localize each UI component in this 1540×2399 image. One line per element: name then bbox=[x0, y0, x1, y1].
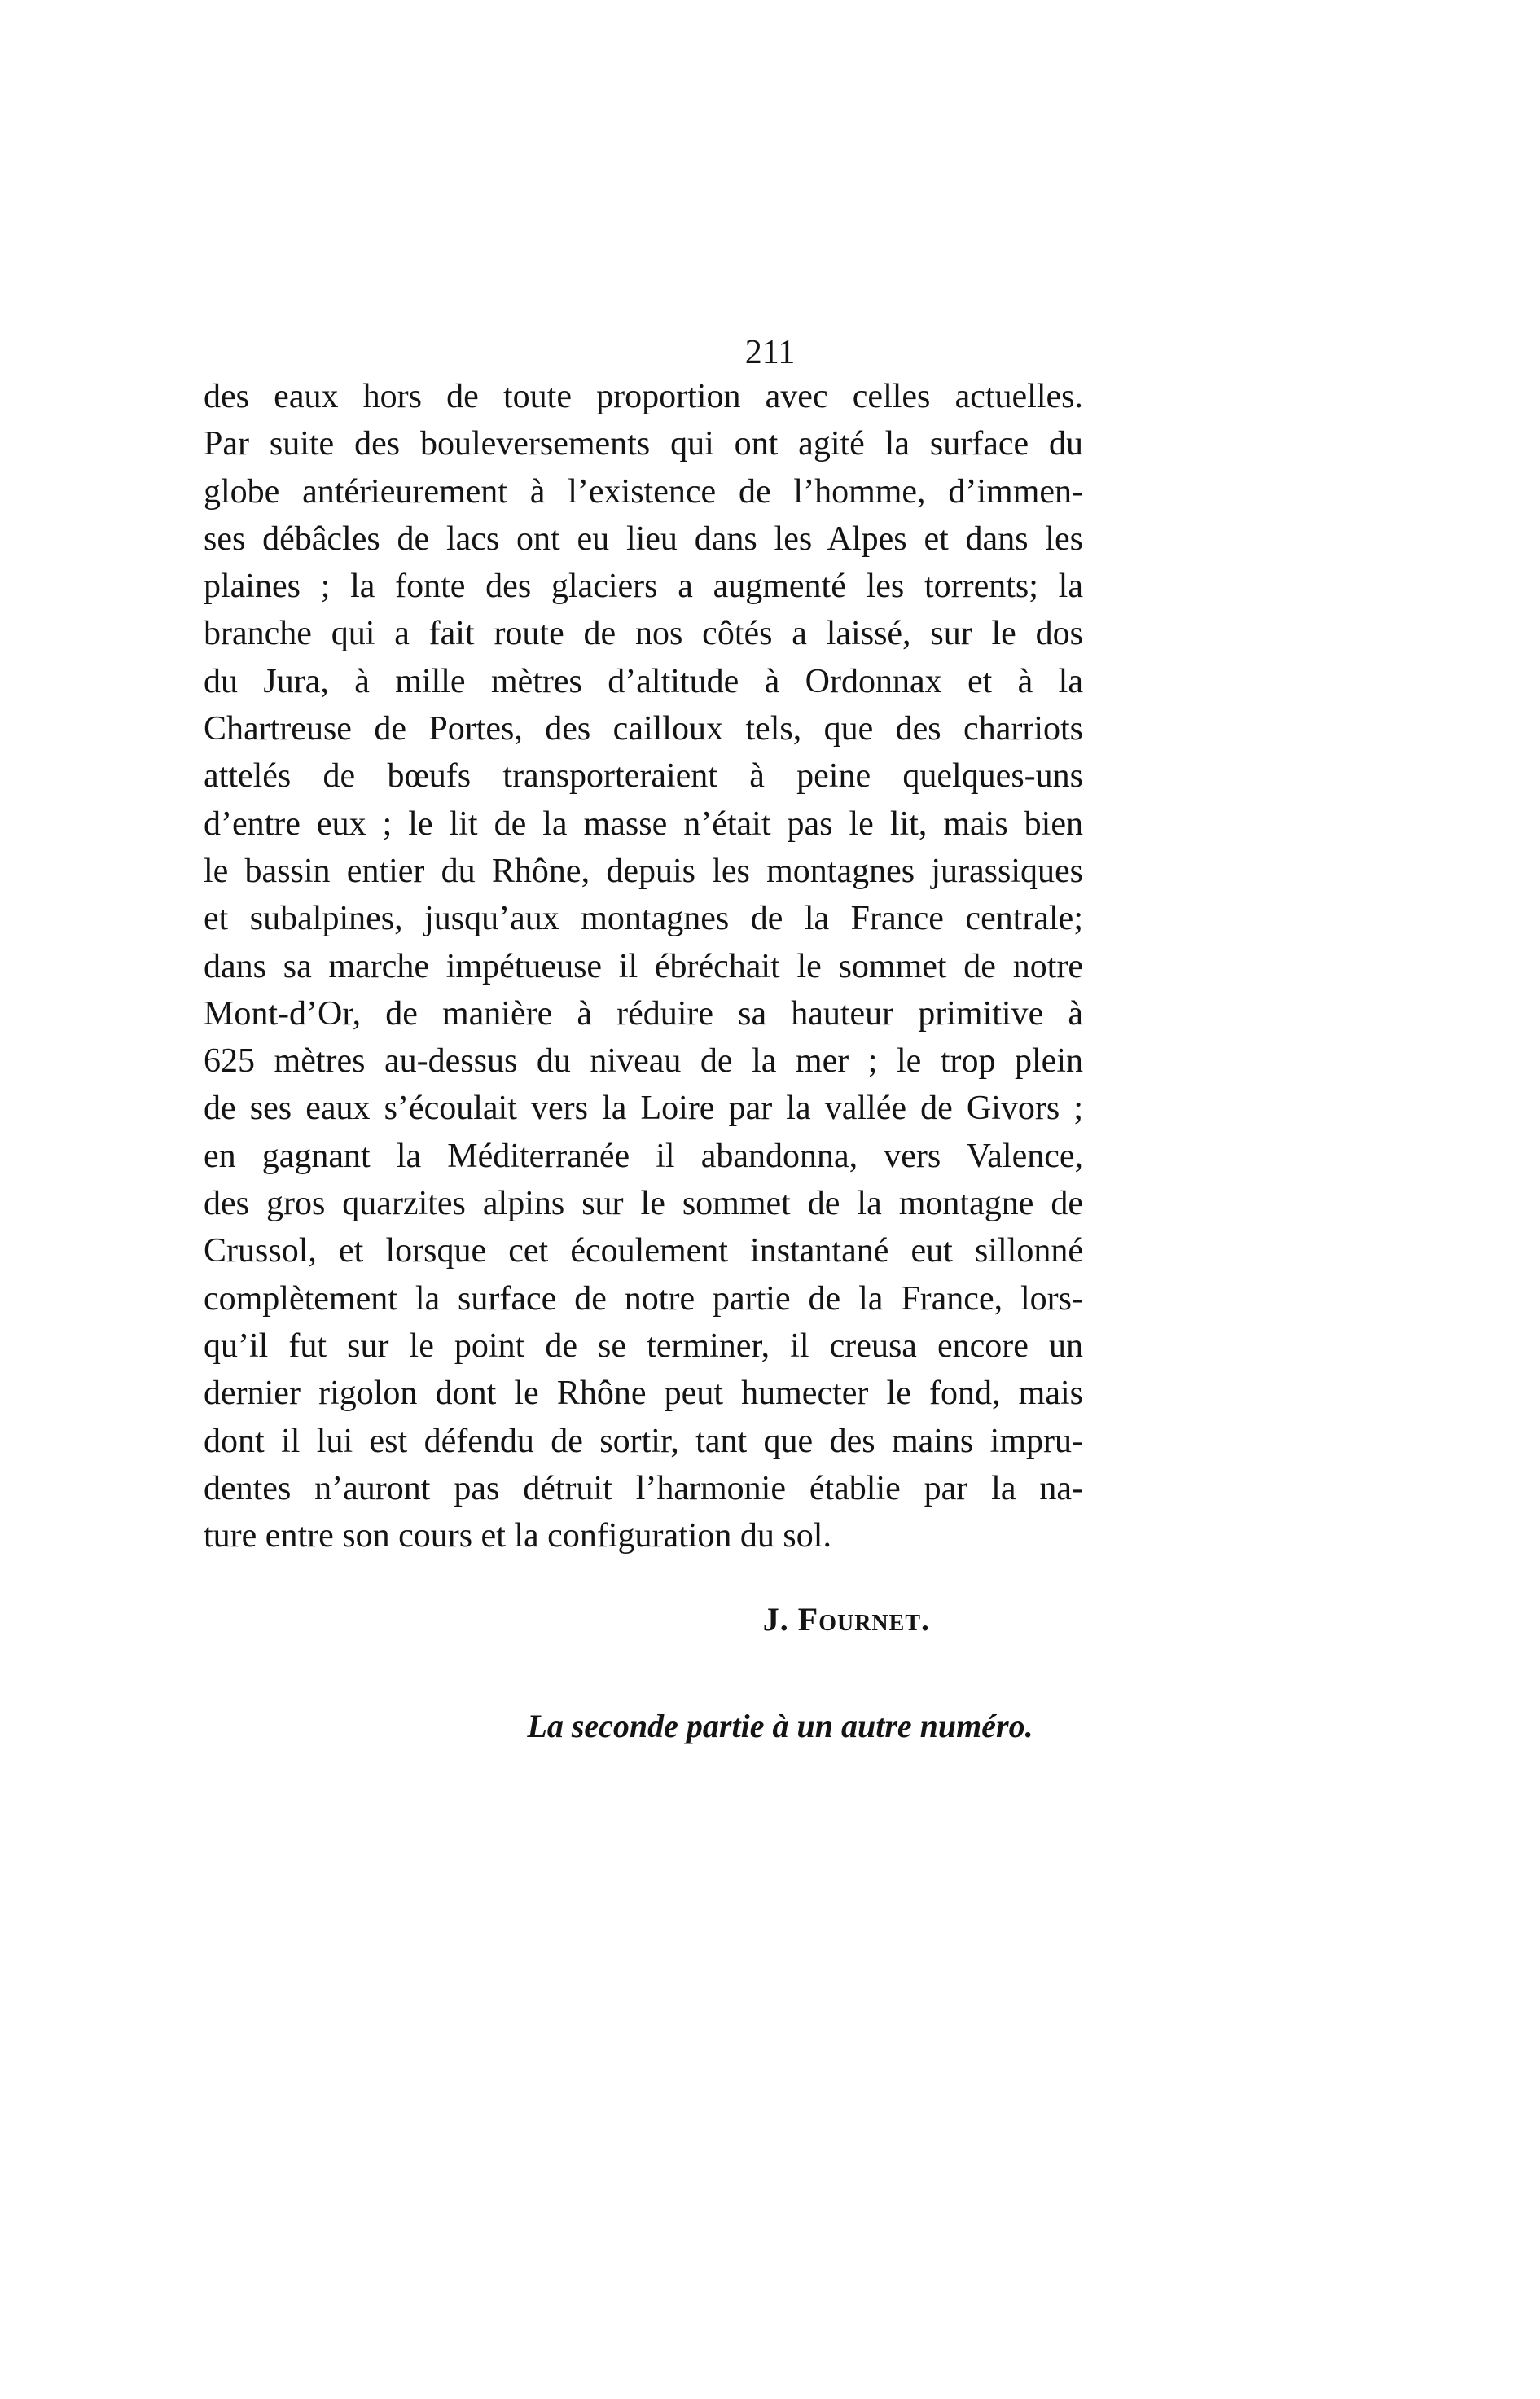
text-line: de ses eaux s’écoulait vers la Loire par la vallée de Givors ; bbox=[204, 1090, 1083, 1128]
text-line: globe antérieurement à l’existence de l’homme, d’immen- bbox=[204, 472, 1083, 511]
text-line: attelés de bœufs transporteraient à peine quelques-uns bbox=[204, 757, 1083, 796]
text-line: complètement la surface de notre partie de la France, lors- bbox=[204, 1279, 1083, 1318]
text-line: Chartreuse de Portes, des cailloux tels, que des charriots bbox=[204, 710, 1083, 748]
continuation-note: La seconde partie à un autre numéro. bbox=[527, 1708, 1033, 1744]
text-line: dont il lui est défendu de sortir, tant que des mains impru- bbox=[204, 1422, 1083, 1460]
text-line: Par suite des bouleversements qui ont agité la surface du bbox=[204, 425, 1083, 463]
text-line: Crussol, et lorsque cet écoulement instantané eut sillonné bbox=[204, 1232, 1083, 1270]
text-line: dernier rigolon dont le Rhône peut humecter le fond, mais bbox=[204, 1375, 1083, 1413]
text-line: du Jura, à mille mètres d’altitude à Ordonnax et à la bbox=[204, 662, 1083, 700]
text-line: ture entre son cours et la configuration du sol. bbox=[204, 1517, 831, 1555]
text-line: ses débâcles de lacs ont eu lieu dans les Alpes et dans les bbox=[204, 520, 1083, 558]
body-text bbox=[204, 373, 1083, 1559]
author-signature: J. Fournet. bbox=[762, 1601, 930, 1638]
text-line: dentes n’auront pas détruit l’harmonie établie par la na- bbox=[204, 1469, 1083, 1507]
text-line: et subalpines, jusqu’aux montagnes de la France centrale; bbox=[204, 900, 1083, 938]
text-line: dans sa marche impétueuse il ébréchait le sommet de notre bbox=[204, 947, 1083, 985]
text-line: d’entre eux ; le lit de la masse n’était pas le lit, mais bien bbox=[204, 805, 1083, 843]
text-line: qu’il fut sur le point de se terminer, il creusa encore un bbox=[204, 1327, 1083, 1365]
text-line: des eaux hors de toute proportion avec celles actuelles. bbox=[204, 378, 1083, 415]
text-line: branche qui a fait route de nos côtés a laissé, sur le dos bbox=[204, 615, 1083, 653]
page-number: 211 bbox=[744, 334, 796, 371]
text-line: 625 mètres au-dessus du niveau de la mer ; le trop plein bbox=[204, 1042, 1083, 1081]
text-line: le bassin entier du Rhône, depuis les montagnes jurassiques bbox=[204, 852, 1083, 890]
text-line: des gros quarzites alpins sur le sommet de la montagne de bbox=[204, 1185, 1083, 1223]
text-line: plaines ; la fonte des glaciers a augmenté les torrents; la bbox=[204, 568, 1083, 606]
text-line: en gagnant la Méditerranée il abandonna, vers Valence, bbox=[204, 1137, 1083, 1175]
text-line: Mont-d’Or, de manière à réduire sa hauteur primitive à bbox=[204, 994, 1083, 1033]
